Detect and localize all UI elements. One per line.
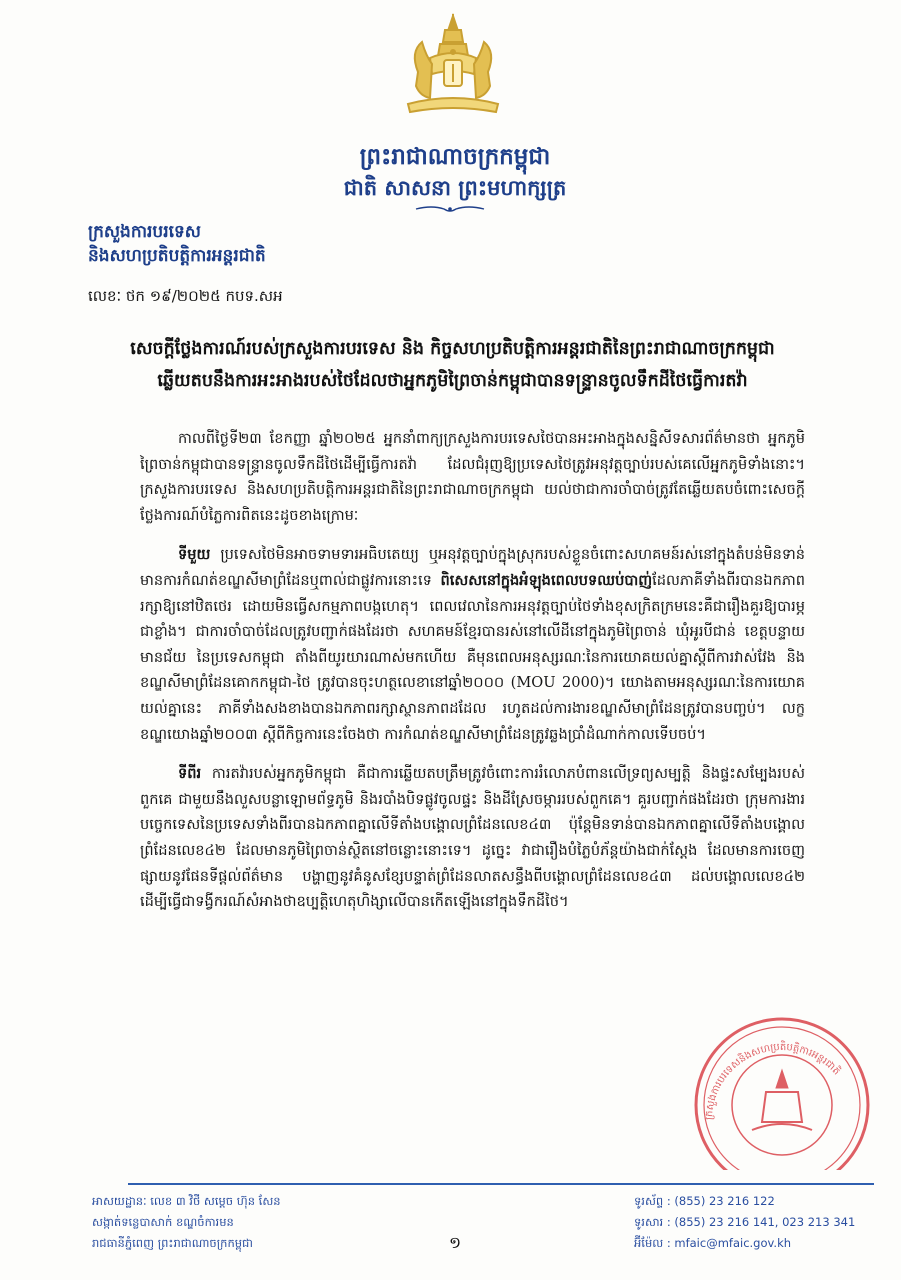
footer-contacts — [634, 1191, 855, 1254]
address-line2: សង្កាត់ទន្លេបាសាក់ ខណ្ឌចំការមន — [92, 1215, 234, 1229]
royal-coat-of-arms-icon — [400, 12, 506, 120]
kingdom-name: ព្រះរាជាណាចក្រកម្ពុជា — [359, 144, 551, 170]
paragraph-intro: កាលពីថ្ងៃទី២៣ ខែកញ្ញា ឆ្នាំ២០២៥ អ្នកនាំពាក្យក្រសួងការបរទេសថៃបានអះអាងក្នុងសន្និសីទសារព័ត៌មានថា អ្នកភូមិព្រៃចាន់កម្ពុជាបានទន្ទ្រានចូលទឹកដីថៃដើម្បីធ្វើការតវ៉ា ដែលជំរុញឱ្យប្រទេសថៃត្រូវអនុវត្តច្បាប់របស់គេលើអ្នកភូមិទាំងនោះ។ ក្រសួងការបរទេស និងសហប្រតិបត្តិការអន្តរជាតិនៃព្រះរាជាណាចក្រកម្ពុជា យល់ថាជាការចាំបាច់ត្រូវតែឆ្លើយតបចំពោះសេចក្តីថ្លែងការណ៍បំភ្លៃការពិតនេះដូចខាងក្រោមៈ — [140, 430, 805, 524]
statement-body — [140, 426, 805, 929]
footer-address — [92, 1191, 281, 1254]
fax-number: ទូរសារ : (855) 23 216 141, 023 213 341 — [634, 1215, 856, 1229]
title-line1: សេចក្តីថ្លែងការណ៍របស់ក្រសួងការបរទេស និង កិច្ចសហប្រតិបត្តិការអន្តរជាតិនៃព្រះរាជាណាចក្រកម្ពុជា — [130, 339, 775, 359]
phone-number: ទូរស័ព្ទ : (855) 23 216 122 — [634, 1194, 775, 1208]
kingdom-heading — [250, 142, 660, 202]
seal-text: ក្រសួងការបរទេសនិងសហប្រតិបត្តិការអន្តរជាតិ — [703, 1041, 842, 1121]
page-number: ១ — [448, 1233, 462, 1252]
address-line1: អាសយដ្ឋានៈ លេខ ៣ វិថី សម្តេច ហ៊ុន សែន — [92, 1194, 281, 1208]
address-line3: រាជធានីភ្នំពេញ ព្រះរាជាណាចក្រកម្ពុជា — [92, 1236, 253, 1250]
ministry-name-line1: ក្រសួងការបរទេស — [88, 222, 201, 242]
first-point-text-a: ប្រទេសថៃមិនអាចទាមទារអធិបតេយ្យ ឬអនុវត្តច្បាប់ក្នុងស្រុករបស់ខ្លួនចំពោះសហគមន៍រស់នៅក្នុងតំបន់មិនទាន់មានការកំណត់ខណ្ឌសីមាព្រំដែនឬពាល់ជាផ្លូវការនោះទេ — [140, 546, 805, 589]
first-point-text-b: ដែលភាគីទាំងពីរបានឯកភាពរក្សាឱ្យនៅឋិតថេរ ដោយមិនធ្វើសកម្មភាពបង្កហេតុ។ ពេលវេលានៃការអនុវត្តច្បាប់ថៃទាំងខុសក្រិតក្រមនេះគឺជារឿងគួរឱ្យបារម្ភជាខ្លាំង។ ជាការចាំបាច់ដែលត្រូវបញ្ជាក់ផងដែរថា សហគមន៍ខ្មែរបានរស់នៅលើដីនៅក្នុងភូមិព្រៃចាន់ ឃុំអូរបីជាន់ ខេត្តបន្ទាយមានជ័យ នៃប្រទេសកម្ពុជា តាំងពីយូរយារណាស់មកហើយ គឺមុនពេលអនុស្សរណៈនៃការយោគយល់គ្នាស្តីពីការវាស់វែង និងខណ្ឌសីមាព្រំដែនគោកកម្ពុជា-ថៃ ត្រូវបានចុះហត្ថលេខានៅឆ្នាំ២០០០ (MOU 2000)។ យោងតាមអនុស្សរណៈនៃការយោគយល់គ្នានេះ ភាគីទាំងសងខាងបានឯកភាពរក្សាស្ថានភាពដដែល រហូតដល់ការងារខណ្ឌសីមាព្រំដែនត្រូវបានបញ្ចប់។ លក្ខខណ្ឌយោងឆ្នាំ២០០៣ ស្តីពីកិច្ចការនេះចែងថា ការកំណត់ខណ្ឌសីមាព្រំដែនត្រូវឆ្លងប្រាំដំណាក់កាលទើបចប់។ — [140, 571, 805, 743]
footer-divider — [128, 1183, 874, 1185]
reference-number: លេខៈ ថក ១៩/២០២៥ កបទ.សអ — [88, 287, 283, 305]
paragraph-first-point — [140, 542, 805, 747]
second-point-lead: ទីពីរ — [178, 765, 202, 783]
ministry-name-line2: និងសហប្រតិបត្តិការអន្តរជាតិ — [88, 246, 266, 266]
email-address: អ៊ីម៉ែល : mfaic@mfaic.gov.kh — [634, 1236, 792, 1250]
paragraph-second-point — [140, 761, 805, 915]
title-line2: ឆ្លើយតបនឹងការអះអាងរបស់ថៃដែលថាអ្នកភូមិព្រៃចាន់កម្ពុជាបានទន្ទ្រានចូលទឹកដីថៃធ្វើការតវ៉ា — [157, 371, 748, 391]
second-point-text: ការតវ៉ារបស់អ្នកភូមិកម្ពុជា គឺជាការឆ្លើយតបត្រឹមត្រូវចំពោះការរំលោភបំពានលើទ្រព្យសម្បត្តិ និងផ្ទះសម្បែងរបស់ពួកគេ ជាមួយនឹងលួសបន្លាឡោមព័ទ្ធភូមិ និងរបាំងបិទផ្លូវចូលផ្ទះ និងដីស្រែចម្ការរបស់ពួកគេ។ គួរបញ្ជាក់ផងដែរថា ក្រុមការងារបច្ចេកទេសនៃប្រទេសទាំងពីរបានឯកភាពគ្នាលើទីតាំងបង្គោលព្រំដែនលេខ៤៣ ប៉ុន្តែមិនទាន់បានឯកភាពគ្នាលើទីតាំងបង្គោលព្រំដែនលេខ៤២ ដែលមានភូមិព្រៃចាន់ស្ថិតនៅចន្លោះនោះទេ។ ដូច្នេះ វាជារឿងបំភ្លៃបំភ័ន្តយ៉ាងជាក់ស្តែង ដែលមានការចេញផ្សាយនូវផែនទីផ្តល់ព័ត៌មាន បង្ហាញនូវគំនូសខ្សែបន្ទាត់ព្រំដែនលាតសន្ធឹងពីបង្គោលព្រំដែនលេខ៤៣ ដល់បង្គោលលេខ៤២ ដើម្បីធ្វើជាទង្វីករណ៍សំអាងថាឧប្បត្តិហេតុហិង្សាលើបានកើតឡើងនៅក្នុងទឹកដីថៃ។ — [140, 765, 805, 911]
national-motto: ជាតិ សាសនា ព្រះមហាក្សត្រ — [343, 176, 567, 200]
official-seal-icon — [672, 1010, 877, 1170]
statement-title — [80, 333, 825, 397]
first-point-emphasis: ពិសេសនៅក្នុងអំឡុងពេលបទឈប់បាញ់ — [440, 571, 653, 589]
ministry-heading — [88, 220, 266, 268]
first-point-lead: ទីមួយ — [178, 546, 211, 564]
ornament-divider-icon — [414, 204, 486, 214]
